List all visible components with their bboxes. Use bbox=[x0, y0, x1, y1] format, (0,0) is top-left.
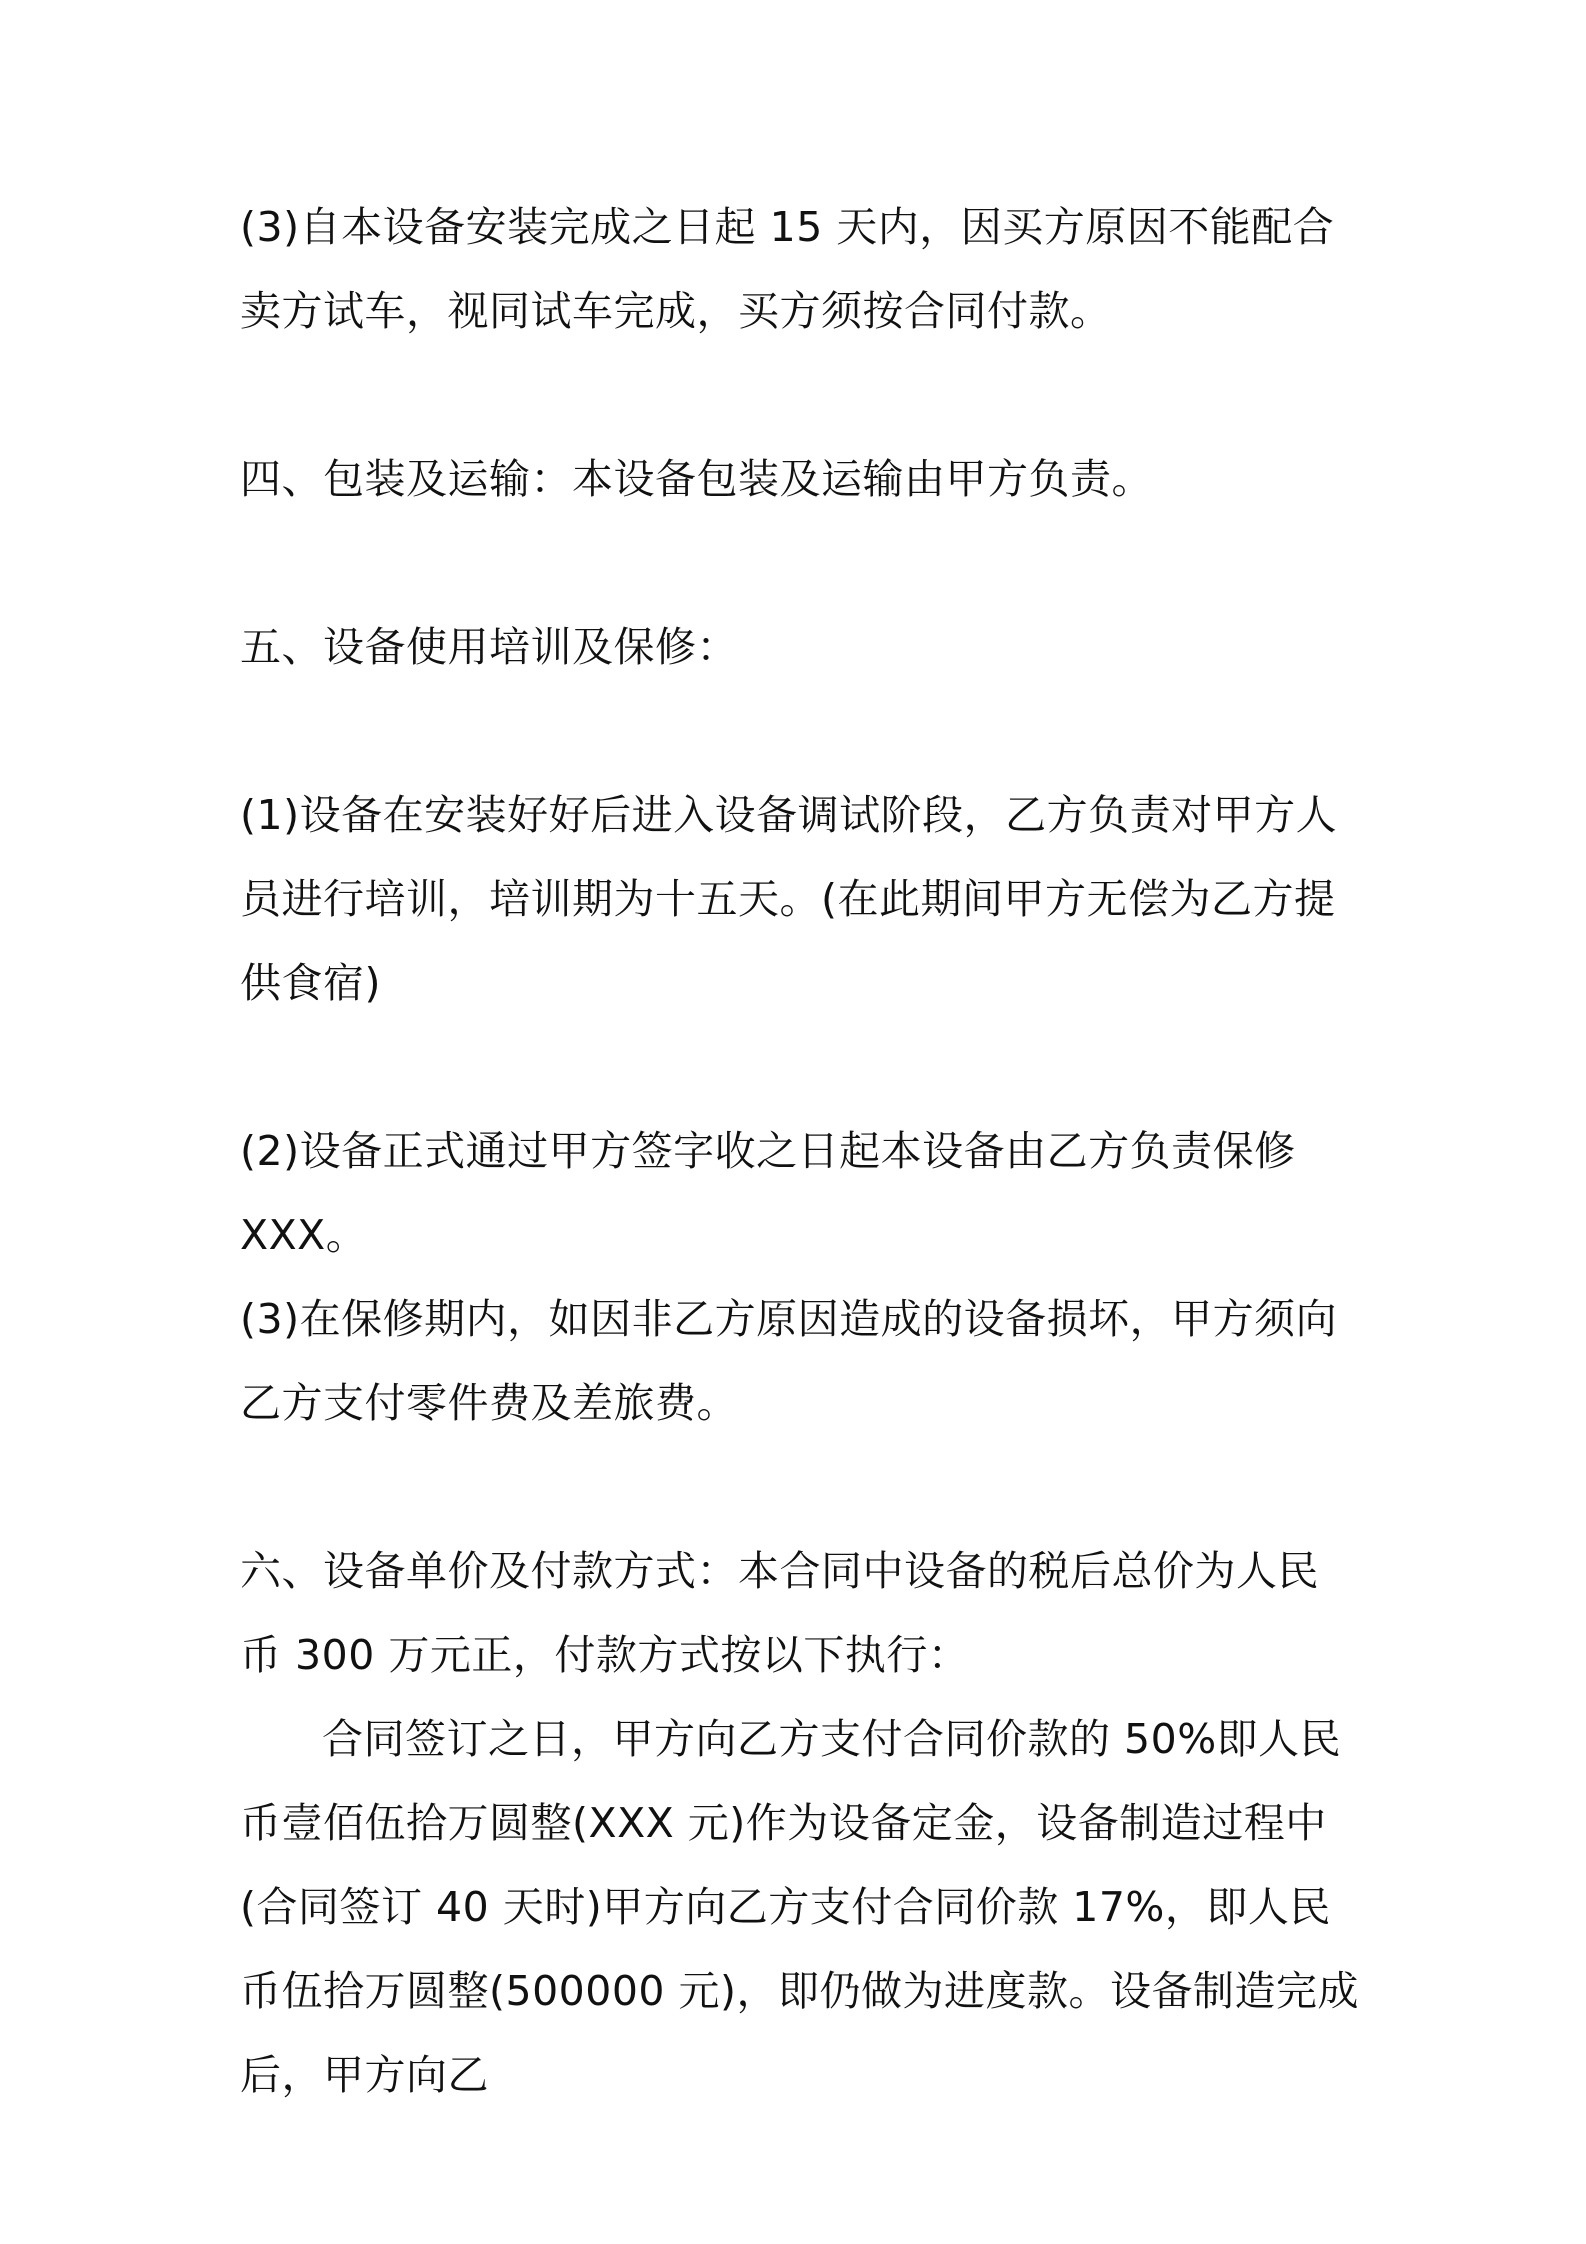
paragraph-price-payment: 六、设备单价及付款方式：本合同中设备的税后总价为人民币 300 万元正，付款方式按以下执行： bbox=[240, 1547, 1319, 1679]
paragraph-payment-schedule: 合同签订之日，甲方向乙方支付合同价款的 50%即人民币壹佰伍拾万圆整(XXX 元)作为设备定金，设备制造过程中(合同签订 40 天时)甲方向乙方支付合同价款 17%，即人民币伍拾万圆整(500000 元)，即仍做为进度款。设备制造完成后，甲方向乙 bbox=[240, 1715, 1360, 2099]
paragraph-warranty-clause: (2)设备正式通过甲方签字收之日起本设备由乙方负责保修 XXX。 bbox=[240, 1127, 1296, 1259]
paragraph-packaging-transport: 四、包装及运输：本设备包装及运输由甲方负责。 bbox=[240, 455, 1153, 503]
paragraph-training-clause: (1)设备在安装好好后进入设备调试阶段，乙方负责对甲方人员进行培训，培训期为十五天。(在此期间甲方无偿为乙方提供食宿) bbox=[240, 791, 1338, 1007]
paragraph-test-run-clause: (3)自本设备安装完成之日起 15 天内，因买方原因不能配合卖方试车，视同试车完成，买方须按合同付款。 bbox=[240, 203, 1335, 335]
paragraph-damage-clause: (3)在保修期内，如因非乙方原因造成的设备损坏，甲方须向乙方支付零件费及差旅费。 bbox=[240, 1295, 1338, 1427]
heading-training-warranty: 五、设备使用培训及保修： bbox=[240, 623, 738, 671]
